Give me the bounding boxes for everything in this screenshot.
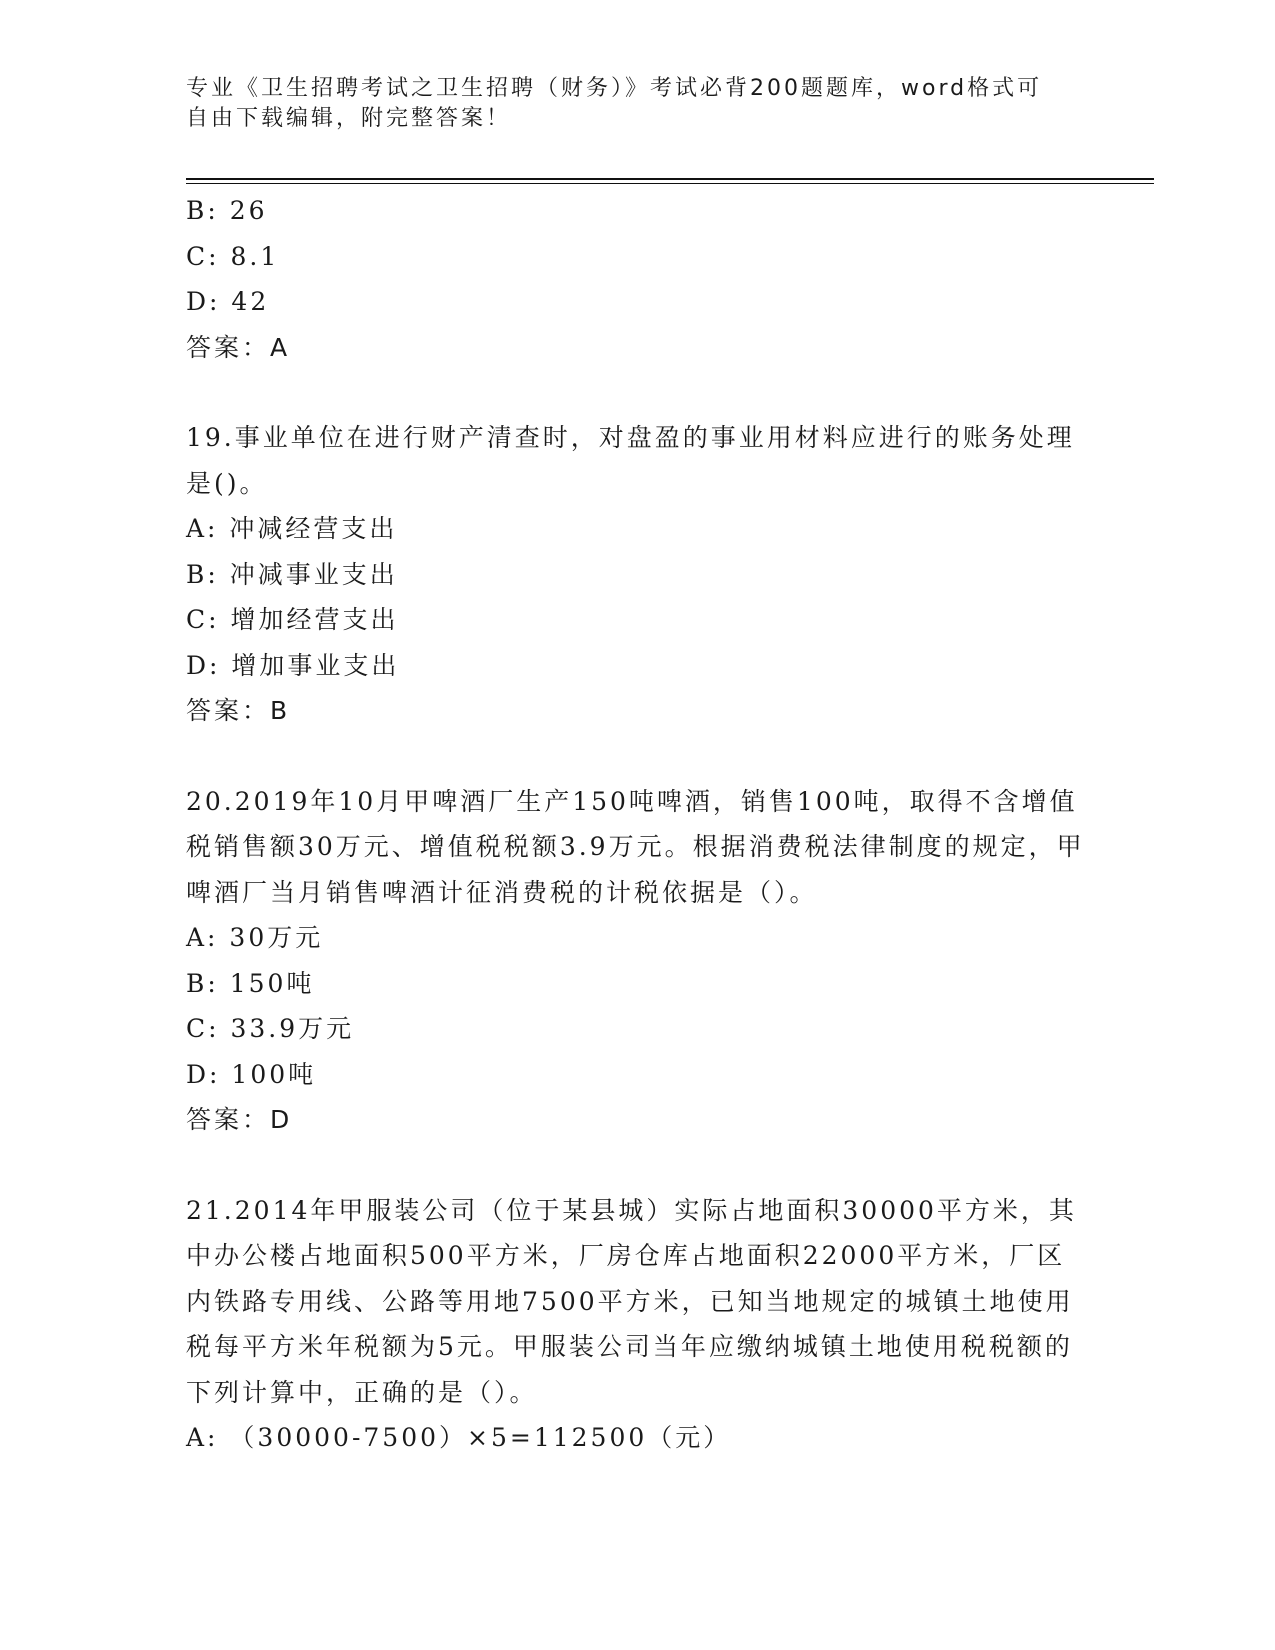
question-text: 19.事业单位在进行财产清查时，对盘盈的事业用材料应进行的账务处理是()。 [186,423,1075,498]
option-b: B: 冲减事业支出 [186,559,398,589]
question-text: 20.2019年10月甲啤酒厂生产150吨啤酒，销售100吨，取得不含增值税销售额30万元、增值税税额3.9万元。根据消费税法律制度的规定，甲啤酒厂当月销售啤酒计征消费税的计税依据是（）。 [186,786,1085,907]
option-b: B: 150吨 [186,968,315,998]
option-d: D: 100吨 [186,1059,317,1089]
question-20 [186,779,1086,1143]
option-a: A: 冲减经营支出 [186,514,398,543]
option-c: C: 8.1 [186,241,280,271]
answer: 答案：D [186,1105,293,1134]
document-header: 专业《卫生招聘考试之卫生招聘（财务）》考试必背200题题库，word格式可自由下载编辑，附完整答案！ [186,76,1043,131]
option-a: A: （30000-7500）×5=112500（元） [186,1423,732,1452]
question-text: 21.2014年甲服装公司（位于某县城）实际占地面积30000平方米，其中办公楼占地面积500平方米，厂房仓库占地面积22000平方米，厂区内铁路专用线、公路等用地7500平方米，已知当地规定的城镇土地使用税每平方米年税额为5元。甲服装公司当年应缴纳城镇土地使用税税额的下列计算中，正确的是（）。 [186,1195,1077,1407]
option-c: C: 33.9万元 [186,1014,355,1043]
question-19 [186,415,1086,734]
document-body [186,188,1086,1461]
header-rule [186,178,1154,180]
option-a: A: 30万元 [186,923,324,952]
option-d: D: 增加事业支出 [186,650,400,680]
option-c: C: 增加经营支出 [186,605,399,634]
header-rule-thin [186,183,1154,184]
option-d: D: 42 [186,287,270,316]
question-21 [186,1188,1086,1461]
answer: 答案：A [186,332,291,362]
option-b: B: 26 [186,196,268,225]
answer: 答案：B [186,696,291,725]
